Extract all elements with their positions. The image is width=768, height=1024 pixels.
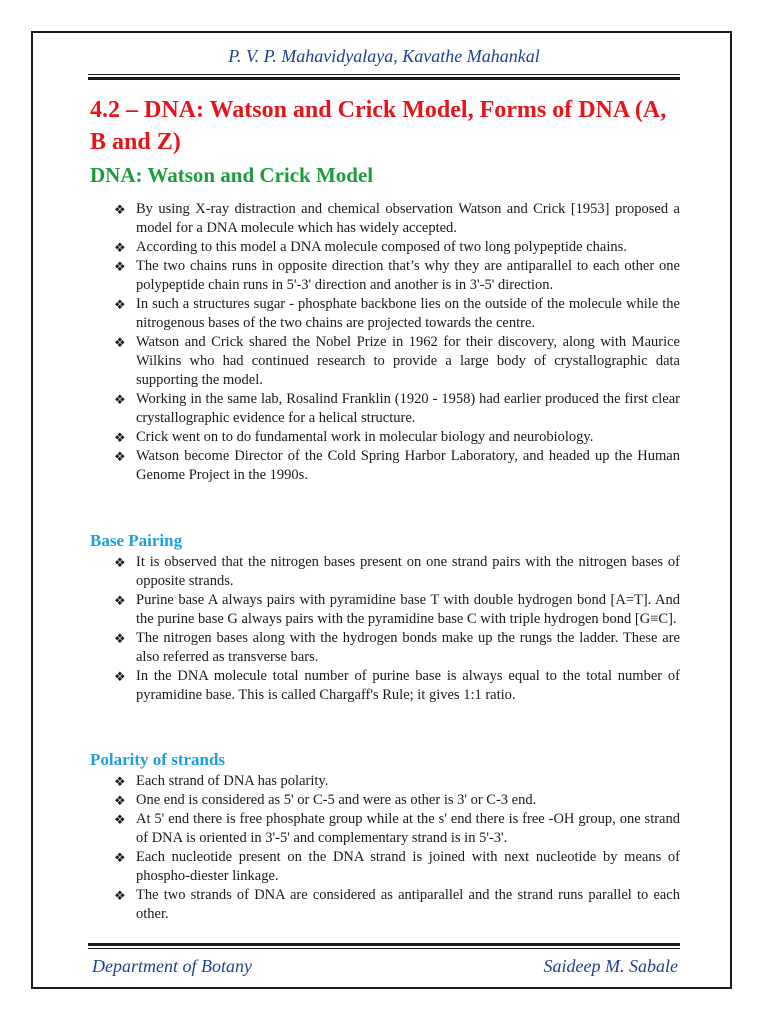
footer-rule-thick (88, 943, 680, 946)
list-item: ❖ One end is considered as 5' or C-5 and were as other is 3' or C-3 end. (114, 791, 680, 810)
header-rule-thin (88, 74, 680, 75)
list-item: ❖ The two strands of DNA are considered as antiparallel and the strand runs parallel to each other. (114, 886, 680, 924)
watson-crick-list (114, 200, 680, 485)
list-item: ❖ The two chains runs in opposite direction that’s why they are antiparallel to each other one polypeptide chain runs in 5'-3' direction and another is in 3'-5' direction. (114, 257, 680, 295)
list-item: ❖ In such a structures sugar - phosphate backbone lies on the outside of the molecule while the nitrogenous bases of the two chains are projected towards the centre. (114, 295, 680, 333)
list-item: ❖ According to this model a DNA molecule composed of two long polypeptide chains. (114, 238, 680, 257)
list-item: ❖ Crick went on to do fundamental work in molecular biology and neurobiology. (114, 428, 680, 447)
list-item: ❖ Purine base A always pairs with pyramidine base T with double hydrogen bond [A=T]. And the purine base G always pairs with the pyramidine base C with triple hydrogen bond [G≡C]. (114, 591, 680, 629)
list-item: ❖ It is observed that the nitrogen bases present on one strand pairs with the nitrogen bases of opposite strands. (114, 553, 680, 591)
list-item: ❖ By using X-ray distraction and chemical observation Watson and Crick [1953] proposed a model for a DNA molecule which has widely accepted. (114, 200, 680, 238)
list-item: ❖ The nitrogen bases along with the hydrogen bonds make up the rungs the ladder. These are also referred as transverse bars. (114, 629, 680, 667)
list-item: ❖ Each strand of DNA has polarity. (114, 772, 680, 791)
list-item: ❖ Watson and Crick shared the Nobel Prize in 1962 for their discovery, along with Maurice Wilkins who had continued research to provide a large body of crystallographic data supporting the model. (114, 333, 680, 390)
footer-author: Saideep M. Sabale (543, 956, 678, 976)
list-item: ❖ At 5' end there is free phosphate group while at the s' end there is free -OH group, one strand of DNA is oriented in 3'-5' and complementary strand is in 5'-3'. (114, 810, 680, 848)
section-heading-polarity: Polarity of strands (90, 750, 226, 769)
institution-header: P. V. P. Mahavidyalaya, Kavathe Mahankal (228, 46, 540, 66)
list-item: ❖ In the DNA molecule total number of purine base is always equal to the total number of pyramidine base. This is called Chargaff's Rule; it gives 1:1 ratio. (114, 667, 680, 705)
polarity-list (114, 772, 680, 924)
page-title: 4.2 – DNA: Watson and Crick Model, Forms of DNA (A, B and Z) (90, 97, 667, 155)
footer-rule-thin (88, 948, 680, 949)
section-heading-watson-crick: DNA: Watson and Crick Model (90, 163, 374, 187)
list-item: ❖ Each nucleotide present on the DNA strand is joined with next nucleotide by means of phospho-diester linkage. (114, 848, 680, 886)
list-item: ❖ Watson become Director of the Cold Spring Harbor Laboratory, and headed up the Human Genome Project in the 1990s. (114, 447, 680, 485)
list-item: ❖ Working in the same lab, Rosalind Franklin (1920 - 1958) had earlier produced the first clear crystallographic evidence for a helical structure. (114, 390, 680, 428)
base-pairing-list (114, 553, 680, 705)
header-rule-thick (88, 77, 680, 80)
section-heading-base-pairing: Base Pairing (90, 531, 183, 550)
footer-department: Department of Botany (92, 956, 252, 976)
